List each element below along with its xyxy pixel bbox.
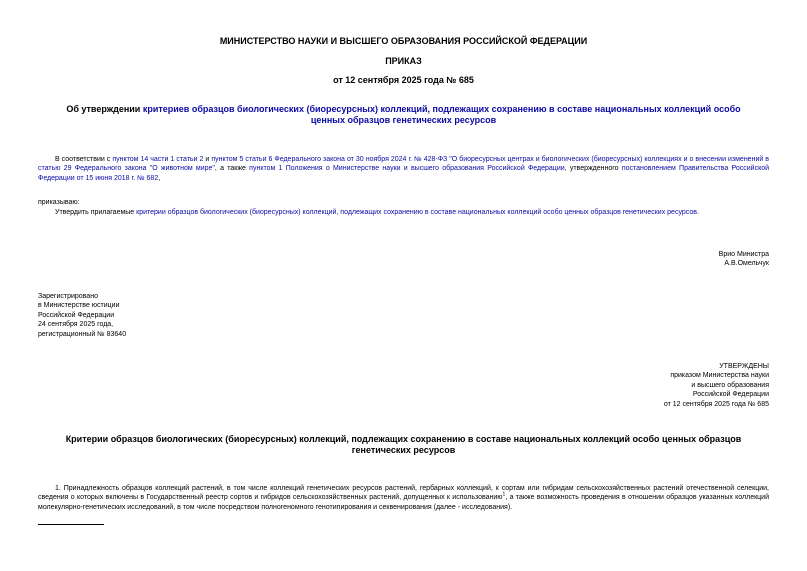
signature-name: А.В.Омельчук [724, 260, 769, 268]
signature-position: Врио Министра [718, 251, 769, 258]
approval-line-4: Российской Федерации [692, 391, 769, 399]
registration-line-3: Российской Федерации [38, 311, 115, 319]
preamble-text-5: , [158, 174, 161, 182]
registration-block [38, 292, 126, 339]
order-text-2: . [696, 209, 699, 216]
footnote-separator [38, 524, 104, 525]
preamble-text-3: , а также [214, 165, 250, 173]
footnote-marker[interactable]: 1 [502, 492, 506, 499]
approval-block [500, 362, 769, 409]
registration-line-2: в Министерстве юстиции [38, 302, 120, 310]
preamble-link-government-decree[interactable]: постановлением Правительства Российской Федерации от 15 июня 2018 г. № 682 [38, 165, 770, 182]
approval-line-5: от 12 сентября 2025 года № 685 [663, 400, 769, 408]
title-prefix: Об утверждении [66, 104, 143, 114]
preamble-text-1: В соответствии с [55, 156, 113, 163]
title-link[interactable]: критериев образцов биологических (биоресурсных) коллекций, подлежащих сохранению в составе национальных коллекций особо ценных образцов генетических ресурсов [142, 104, 741, 125]
preamble-link-regulation[interactable]: пунктом 1 Положения о Министерстве науки и высшего образования Российской Федерации [249, 165, 565, 173]
approval-line-1: УТВЕРЖДЕНЫ [719, 363, 769, 370]
document-date-number: от 12 сентября 2025 года № 685 [333, 75, 474, 85]
document-type: ПРИКАЗ [385, 56, 422, 66]
criteria-text-1: 1. Принадлежность образцов коллекций растений, в том числе коллекций генетических ресурсов растений, гербарных коллекций, к сортам или гибридам сельскохозяйственных растений отечественной селекции, сведения о которых включены в Государственный реестр сортов и гибридов сельскохозяйственных растений, допущенных к использованию [38, 485, 769, 502]
preamble-link-federal-law[interactable]: пунктом 5 статьи 6 Федерального закона от 30 ноября 2024 г. № 428-ФЗ "О биоресурсных центрах и биологических (биоресурсных) коллекциях и о внесении изменений в статью 29 Федерального закона "О животном мире" [38, 156, 769, 173]
approval-line-3: и высшего образования [691, 381, 769, 389]
order-criteria-link[interactable]: критерии образцов биологических (биоресурсных) коллекций, подлежащих сохранению в составе национальных коллекций особо ценных образцов генетических ресурсов [136, 209, 697, 216]
order-keyword: приказываю: [38, 199, 80, 206]
criteria-paragraph-1 [38, 484, 769, 512]
preamble-text-2: и [203, 156, 212, 163]
preamble-link-article-2[interactable]: пунктом 14 части 1 статьи 2 [112, 156, 204, 163]
order-text-1: Утвердить прилагаемые [55, 209, 137, 216]
ministry-name: МИНИСТЕРСТВО НАУКИ И ВЫСШЕГО ОБРАЗОВАНИЯ РОССИЙСКОЙ ФЕДЕРАЦИИ [219, 36, 588, 46]
preamble-paragraph [38, 155, 769, 183]
signature-block [500, 250, 769, 269]
registration-line-1: Зарегистрировано [38, 293, 98, 300]
preamble-text-4: , утвержденного [564, 165, 622, 173]
registration-line-5: регистрационный № 83640 [38, 330, 127, 338]
criteria-text-2: , а также возможность проведения в отношении образцов указанных коллекций молекулярно-генетических исследований, в том числе посредством полногеномного генотипирования и секвенирования (далее - исследования). [38, 494, 769, 511]
order-paragraph [55, 208, 769, 217]
approval-line-2: приказом Министерства науки [670, 372, 769, 380]
criteria-title: Критерии образцов биологических (биоресурсных) коллекций, подлежащих сохранению в составе национальных коллекций особо ценных образцов генетических ресурсов [65, 434, 742, 455]
registration-line-4: 24 сентября 2025 года, [38, 321, 114, 329]
document-title [50, 104, 757, 126]
